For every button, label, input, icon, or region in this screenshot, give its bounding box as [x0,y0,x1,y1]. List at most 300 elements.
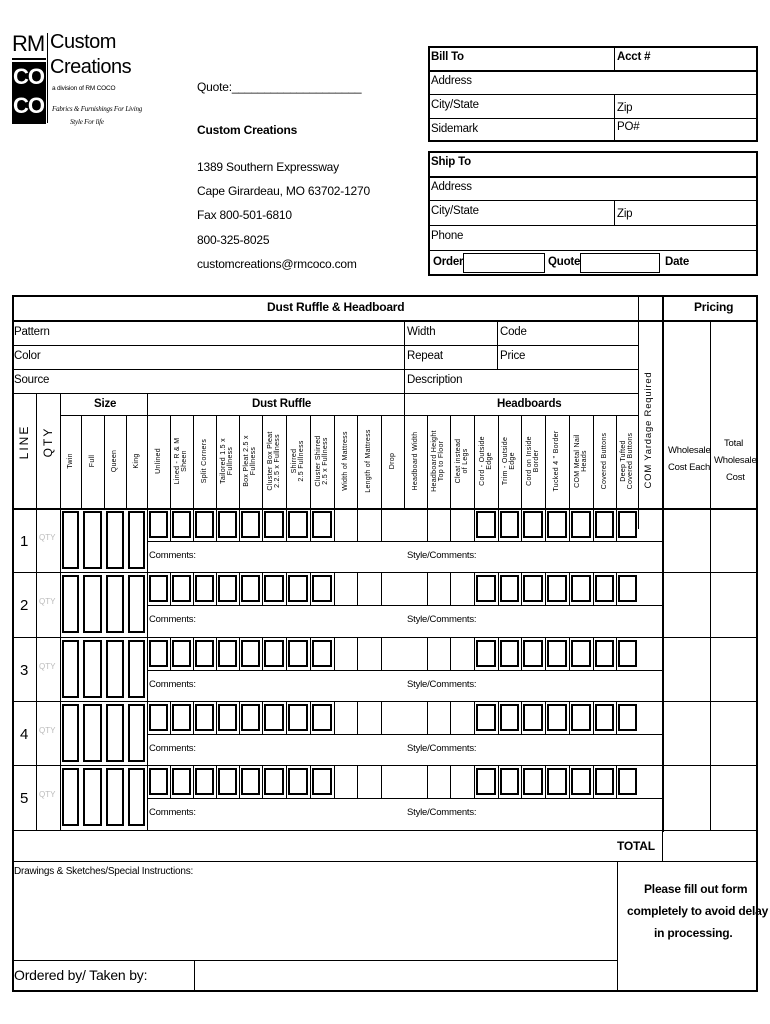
size-checkbox[interactable] [106,511,124,569]
size-col-1 [89,418,96,504]
headboard-checkbox[interactable] [547,575,567,602]
headboard-col-header-line: Heads [580,450,588,472]
size-checkbox[interactable] [62,640,79,698]
size-checkbox[interactable] [106,704,124,762]
bill-city-state-field[interactable]: City/State [431,99,479,111]
headboard-checkbox[interactable] [547,511,567,538]
table-divider [310,572,311,605]
headboard-col-header-line: COM Metal Nail [573,434,581,488]
comments-field[interactable]: Comments: [149,550,196,561]
line-number: 5 [20,790,29,807]
table-divider [569,572,570,605]
table-divider [521,701,522,734]
logo-tagline2: Style For life [70,118,104,126]
table-divider [81,415,82,508]
headboards-header: Headboards [497,398,562,410]
table-rule [12,830,758,831]
table-divider [310,415,311,508]
ruffle-checkbox[interactable] [218,704,237,731]
headboard-checkbox[interactable] [476,704,496,731]
ship-to-rule [428,250,758,251]
table-divider [616,701,617,734]
address-line2: Cape Girardeau, MO 63702-1270 [197,184,370,198]
order-label: Order [433,256,464,268]
bill-zip-field[interactable]: Zip [617,102,633,114]
headboard-checkbox[interactable] [571,511,591,538]
headboard-checkbox[interactable] [500,511,519,538]
table-rule [12,508,758,510]
table-divider [170,508,171,541]
table-rule [147,734,663,735]
table-divider [710,572,711,637]
ruffle-col-header-line: Cluster Box Pleat [266,431,274,491]
qty-placeholder: QTY [39,533,56,542]
ruffle-col-header-line: Split Corners [200,438,208,484]
table-divider [381,701,382,734]
size-col-0 [67,418,74,504]
headboard-checkbox[interactable] [523,511,543,538]
email: customcreations@rmcoco.com [197,257,357,271]
headboard-checkbox[interactable] [523,575,543,602]
table-divider [357,415,358,508]
headboard-col-header [412,418,419,504]
table-rule [12,701,758,702]
bill-address-field[interactable]: Address [431,75,472,87]
table-divider [170,701,171,734]
headboard-checkbox[interactable] [618,511,637,538]
table-divider [521,508,522,541]
logo-divider [12,58,46,60]
headboard-checkbox[interactable] [595,768,614,795]
table-divider [239,572,240,605]
qty-placeholder: QTY [39,790,56,799]
table-divider [545,415,546,508]
table-divider [286,637,287,670]
ruffle-col-header-line: Box Pleat 2.5 x [243,435,251,487]
size-checkbox[interactable] [106,575,124,633]
bill-to-label: Bill To [431,51,464,63]
ruffle-checkbox[interactable] [195,575,214,602]
ruffle-checkbox[interactable] [218,575,237,602]
size-checkbox[interactable] [83,704,102,762]
size-checkbox[interactable] [62,768,79,826]
ruffle-col-header-line: 2.5 Fullness [297,440,305,482]
quote-small-label: Quote [548,256,581,268]
table-divider [638,295,639,529]
table-divider [357,508,358,541]
table-divider [521,415,522,508]
table-divider [239,415,240,508]
ship-phone-field[interactable]: Phone [431,230,464,242]
table-divider [710,701,711,766]
repeat-field[interactable]: Repeat [407,350,443,362]
ruffle-col-header-line: Cluster Shirred [314,435,322,487]
style-comments-field[interactable]: Style/Comments: [407,679,477,690]
headboard-checkbox[interactable] [500,768,519,795]
table-divider [170,765,171,798]
size-col-0-line: Twin [66,453,74,469]
po-field[interactable]: PO# [617,121,640,133]
table-divider [334,765,335,798]
headboard-col-header [620,418,635,504]
ruffle-checkbox[interactable] [264,768,284,795]
ruffle-checkbox[interactable] [241,640,260,667]
ruffle-checkbox[interactable] [288,575,308,602]
ruffle-checkbox[interactable] [149,704,168,731]
headboard-checkbox[interactable] [618,704,637,731]
table-divider [474,508,475,541]
table-divider [498,637,499,670]
table-divider [381,572,382,605]
table-divider [593,701,594,734]
headboard-col-header [574,418,589,504]
ruffle-checkbox[interactable] [288,640,308,667]
logo-rm: RM [12,31,45,56]
comments-field[interactable]: Comments: [149,743,196,754]
table-divider [662,295,664,832]
table-divider [616,765,617,798]
headboard-checkbox[interactable] [595,575,614,602]
table-divider [193,572,194,605]
table-divider [593,765,594,798]
table-divider [569,637,570,670]
size-checkbox[interactable] [83,768,102,826]
size-checkbox[interactable] [83,511,102,569]
table-rule [147,605,663,606]
ruffle-col-header-line: Drop [388,452,396,470]
table-rule [12,369,639,370]
headboard-checkbox[interactable] [476,640,496,667]
headboard-checkbox[interactable] [476,511,496,538]
ruffle-col-header-line: Sheen [181,450,189,472]
headboard-checkbox[interactable] [547,768,567,795]
headboard-checkbox[interactable] [523,704,543,731]
headboard-checkbox[interactable] [618,640,637,667]
pricing-label: Pricing [694,300,734,314]
ruffle-checkbox[interactable] [218,511,237,538]
color-field[interactable]: Color [14,350,41,362]
size-checkbox[interactable] [106,640,124,698]
table-divider [710,637,711,702]
table-divider [170,415,171,508]
ruffle-checkbox[interactable] [195,640,214,667]
size-checkbox[interactable] [128,640,145,698]
ruffle-checkbox[interactable] [241,575,260,602]
ruffle-col-header [315,418,330,504]
headboard-col-header-line: of Legs [461,448,469,474]
price-field[interactable]: Price [500,350,526,362]
logo-brand-line2: Creations [50,56,132,78]
ruffle-checkbox[interactable] [241,704,260,731]
headboard-checkbox[interactable] [476,575,496,602]
size-checkbox[interactable] [83,575,102,633]
headboard-checkbox[interactable] [547,640,567,667]
ruffle-checkbox[interactable] [288,768,308,795]
ruffle-col-header [267,418,282,504]
table-divider [216,415,217,508]
ruffle-checkbox[interactable] [149,511,168,538]
table-divider [521,637,522,670]
headboard-col-header-line: Headboard Height [431,430,439,492]
headboard-col-header [502,418,517,504]
table-divider [216,572,217,605]
ship-city-state-field[interactable]: City/State [431,205,479,217]
line-number: 1 [20,533,29,550]
ruffle-col-header-line: Fullness [250,446,258,476]
ordered-by-label: Ordered by/ Taken by: [14,967,148,983]
size-checkbox[interactable] [128,768,145,826]
table-divider [569,508,570,541]
table-rule [147,670,663,671]
ruffle-col-header [201,418,208,504]
pattern-field[interactable]: Pattern [14,326,50,338]
source-field[interactable]: Source [14,374,50,386]
total-wholesale-line2: Wholesale [714,455,757,466]
ruffle-col-header-line: Shirred [290,448,298,474]
headboard-col-header-line: Tucked 4 " Border [553,430,561,492]
table-divider [262,572,263,605]
ruffle-col-header [342,418,349,504]
table-divider [239,637,240,670]
size-checkbox[interactable] [106,768,124,826]
ruffle-checkbox[interactable] [172,768,191,795]
ruffle-col-header [174,418,189,504]
ruffle-checkbox[interactable] [241,768,260,795]
table-rule [12,320,758,322]
headboard-checkbox[interactable] [476,768,496,795]
table-divider [216,701,217,734]
ruffle-col-header [220,418,235,504]
table-divider [239,701,240,734]
table-divider [545,508,546,541]
table-divider [616,508,617,541]
table-divider [427,701,428,734]
notice-line2: completely to avoid delay [627,904,769,918]
ruffle-checkbox[interactable] [264,511,284,538]
com-yardage-header: COM Yardage Required [643,371,654,489]
headboard-checkbox[interactable] [595,640,614,667]
ruffle-checkbox[interactable] [312,511,332,538]
table-divider [216,508,217,541]
size-checkbox[interactable] [128,704,145,762]
address-line1: 1389 Southern Expressway [197,160,339,174]
bill-to-divider [614,46,615,71]
table-divider [381,637,382,670]
ruffle-checkbox[interactable] [218,640,237,667]
table-divider [593,415,594,508]
table-divider [310,508,311,541]
ruffle-checkbox[interactable] [288,704,308,731]
headboard-col-header [431,418,446,504]
size-checkbox[interactable] [83,640,102,698]
headboard-checkbox[interactable] [618,575,637,602]
table-divider [710,508,711,573]
table-divider [334,637,335,670]
headboard-checkbox[interactable] [595,704,614,731]
table-divider [497,320,498,369]
style-comments-field[interactable]: Style/Comments: [407,614,477,625]
ruffle-checkbox[interactable] [241,511,260,538]
table-divider [545,637,546,670]
headboard-col-header [479,418,494,504]
company-name: Custom Creations [197,123,298,137]
headboard-checkbox[interactable] [523,640,543,667]
ruffle-checkbox[interactable] [195,768,214,795]
style-comments-field[interactable]: Style/Comments: [407,743,477,754]
ruffle-checkbox[interactable] [312,640,332,667]
notice-line1: Please fill out form [644,882,748,896]
bill-to-rule [428,118,758,119]
ship-to-rule [428,176,758,178]
table-divider [427,765,428,798]
logo-co1: CO [13,64,44,89]
table-divider [474,415,475,508]
ruffle-checkbox[interactable] [312,768,332,795]
table-rule [12,765,758,766]
headboard-checkbox[interactable] [500,575,519,602]
ruffle-col-header-line: Tailored 1.5 x [220,438,228,484]
headboard-col-header [526,418,541,504]
acct-label: Acct # [617,51,651,63]
ruffle-checkbox[interactable] [195,704,214,731]
style-comments-field[interactable]: Style/Comments: [407,550,477,561]
phone: 800-325-8025 [197,233,270,247]
headboard-col-header-line: Headboard Width [411,431,419,491]
headboard-checkbox[interactable] [571,704,591,731]
size-checkbox[interactable] [62,704,79,762]
table-divider [381,508,382,541]
size-checkbox[interactable] [62,575,79,633]
headboard-checkbox[interactable] [523,768,543,795]
ruffle-checkbox[interactable] [149,575,168,602]
table-divider [521,765,522,798]
ruffle-checkbox[interactable] [172,640,191,667]
quote-label: Quote:____________________ [197,80,362,94]
ruffle-checkbox[interactable] [312,704,332,731]
ship-address-field[interactable]: Address [431,181,472,193]
bill-to-rule [428,94,758,95]
width-field[interactable]: Width [407,326,436,338]
logo-division: a division of RM COCO [52,85,116,92]
ruffle-checkbox[interactable] [172,704,191,731]
table-divider [357,701,358,734]
ruffle-checkbox[interactable] [172,511,191,538]
table-divider [334,701,335,734]
comments-field[interactable]: Comments: [149,614,196,625]
table-divider [569,701,570,734]
ruffle-checkbox[interactable] [218,768,237,795]
ruffle-col-header-line: 2.2.5 x Fullness [273,434,281,488]
ruffle-checkbox[interactable] [264,575,284,602]
fax: Fax 800-501-6810 [197,208,292,222]
logo-vertical-rule [47,33,48,123]
ruffle-col-header-line: Fullness [227,446,235,476]
ruffle-checkbox[interactable] [172,575,191,602]
table-rule [12,572,758,573]
wholesale-each-line1: Wholesale [668,445,711,456]
table-divider [286,701,287,734]
sidemark-field[interactable]: Sidemark [431,123,478,135]
dust-ruffle-header: Dust Ruffle [252,398,312,410]
table-divider [334,415,335,508]
ship-zip-field[interactable]: Zip [617,208,633,220]
ruffle-col-header-line: Width of Mattress [341,431,349,491]
table-divider [450,637,451,670]
comments-field[interactable]: Comments: [149,679,196,690]
ruffle-checkbox[interactable] [312,575,332,602]
headboard-col-header-line: Deep Tufted [620,440,628,482]
table-divider [262,701,263,734]
table-divider [286,765,287,798]
logo-co2: CO [13,93,44,118]
table-rule [12,861,758,862]
total-value-cell[interactable] [662,830,758,862]
logo-tagline1: Fabrics & Furnishings For Living [52,105,143,113]
table-divider [193,765,194,798]
table-divider [104,415,105,508]
headboard-col-header-line: Covered Buttons [627,432,635,490]
ruffle-col-header-line: Length of Mattress [365,429,373,493]
headboard-checkbox[interactable] [571,575,591,602]
table-divider [381,415,382,508]
table-divider [498,572,499,605]
ruffle-checkbox[interactable] [149,768,168,795]
headboard-col-header [553,418,560,504]
headboard-checkbox[interactable] [547,704,567,731]
bill-to-divider [614,94,615,142]
description-field[interactable]: Description [407,374,463,386]
table-divider [498,508,499,541]
code-field[interactable]: Code [500,326,527,338]
headboard-col-header-line: Cord - Outside [478,436,486,486]
table-divider [474,765,475,798]
table-divider [286,415,287,508]
table-divider [569,765,570,798]
table-divider [239,765,240,798]
ruffle-checkbox[interactable] [288,511,308,538]
size-checkbox[interactable] [128,575,145,633]
comments-field[interactable]: Comments: [149,807,196,818]
ruffle-col-header [291,418,306,504]
quote-input[interactable] [580,253,660,273]
order-input[interactable] [463,253,545,273]
ruffle-checkbox[interactable] [195,511,214,538]
ruffle-col-header-line: Lined - R & M [174,437,182,485]
ruffle-checkbox[interactable] [264,704,284,731]
ruffle-checkbox[interactable] [149,640,168,667]
table-title: Dust Ruffle & Headboard [267,300,405,314]
headboard-checkbox[interactable] [571,768,591,795]
headboard-checkbox[interactable] [500,704,519,731]
headboard-checkbox[interactable] [618,768,637,795]
table-divider [427,508,428,541]
table-divider [450,572,451,605]
headboard-checkbox[interactable] [571,640,591,667]
size-checkbox[interactable] [62,511,79,569]
total-label: TOTAL [617,839,655,853]
size-col-2 [111,418,118,504]
headboard-checkbox[interactable] [500,640,519,667]
style-comments-field[interactable]: Style/Comments: [407,807,477,818]
headboard-col-header-line: Edge [509,452,517,470]
ship-to-divider [614,200,615,225]
table-divider [498,765,499,798]
table-divider [450,701,451,734]
line-number: 4 [20,726,29,743]
headboard-checkbox[interactable] [595,511,614,538]
ruffle-checkbox[interactable] [264,640,284,667]
size-checkbox[interactable] [128,511,145,569]
